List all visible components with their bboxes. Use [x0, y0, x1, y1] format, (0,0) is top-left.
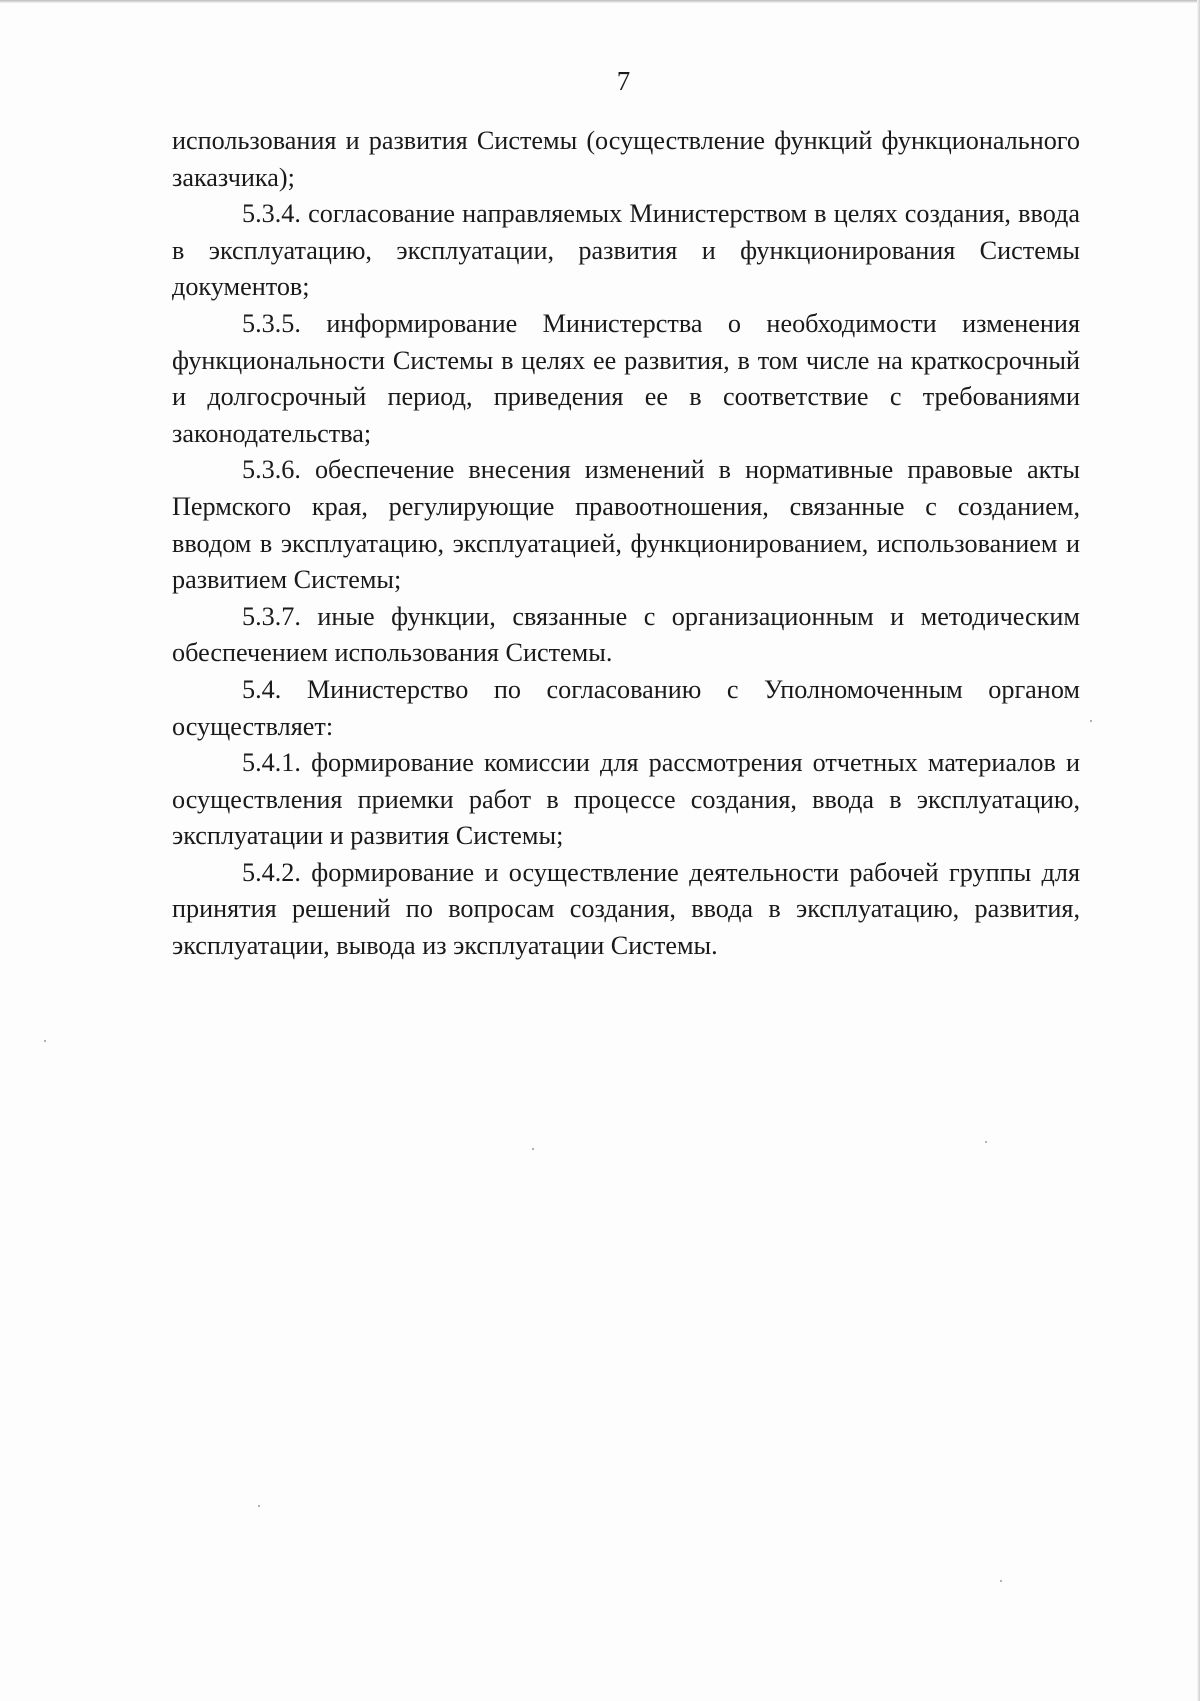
scan-speck [258, 1505, 260, 1507]
paragraph-5-3-7: 5.3.7. иные функции, связанные с организационным и методическим обеспечением использования Системы. [172, 601, 1080, 668]
paragraph-5-3-4: 5.3.4. согласование направляемых Министерством в целях создания, ввода в эксплуатацию, эксплуатации, развития и функционирования Системы документов; [172, 199, 1080, 302]
page-number: 7 [616, 66, 631, 96]
paragraph-5-3-6: 5.3.6. обеспечение внесения изменений в нормативные правовые акты Пермского края, регулирующие правоотношения, связанные с созданием, вводом в эксплуатацию, эксплуатацией, функционированием, использованием и развитием Системы; [172, 455, 1080, 595]
scan-speck [532, 1148, 534, 1150]
paragraph-5-4: 5.4. Министерство по согласованию с Уполномоченным органом осуществляет: [172, 674, 1080, 741]
paragraph-5-4-2: 5.4.2. формирование и осуществление деятельности рабочей группы для принятия решений по вопросам создания, ввода в эксплуатацию, развития, эксплуатации, вывода из эксплуатации Системы. [172, 857, 1080, 961]
scan-top-edge [0, 0, 1200, 3]
scan-speck [1090, 720, 1092, 722]
document-body [172, 123, 1080, 965]
scan-speck [985, 1141, 987, 1143]
paragraph-5-3-5: 5.3.5. информирование Министерства о необходимости изменения функциональности Системы в целях ее развития, в том числе на краткосрочный и долгосрочный период, приведения ее в соответствие с требованиями законодательства; [172, 308, 1080, 448]
paragraph-continuation: использования и развития Системы (осуществление функций функционального заказчика); [172, 126, 1080, 192]
scan-speck [44, 1040, 46, 1042]
scan-speck [1000, 1580, 1002, 1582]
paragraph-5-4-1: 5.4.1. формирование комиссии для рассмотрения отчетных материалов и осуществления приемки работ в процессе создания, ввода в эксплуатацию, эксплуатации и развития Системы; [172, 748, 1080, 851]
